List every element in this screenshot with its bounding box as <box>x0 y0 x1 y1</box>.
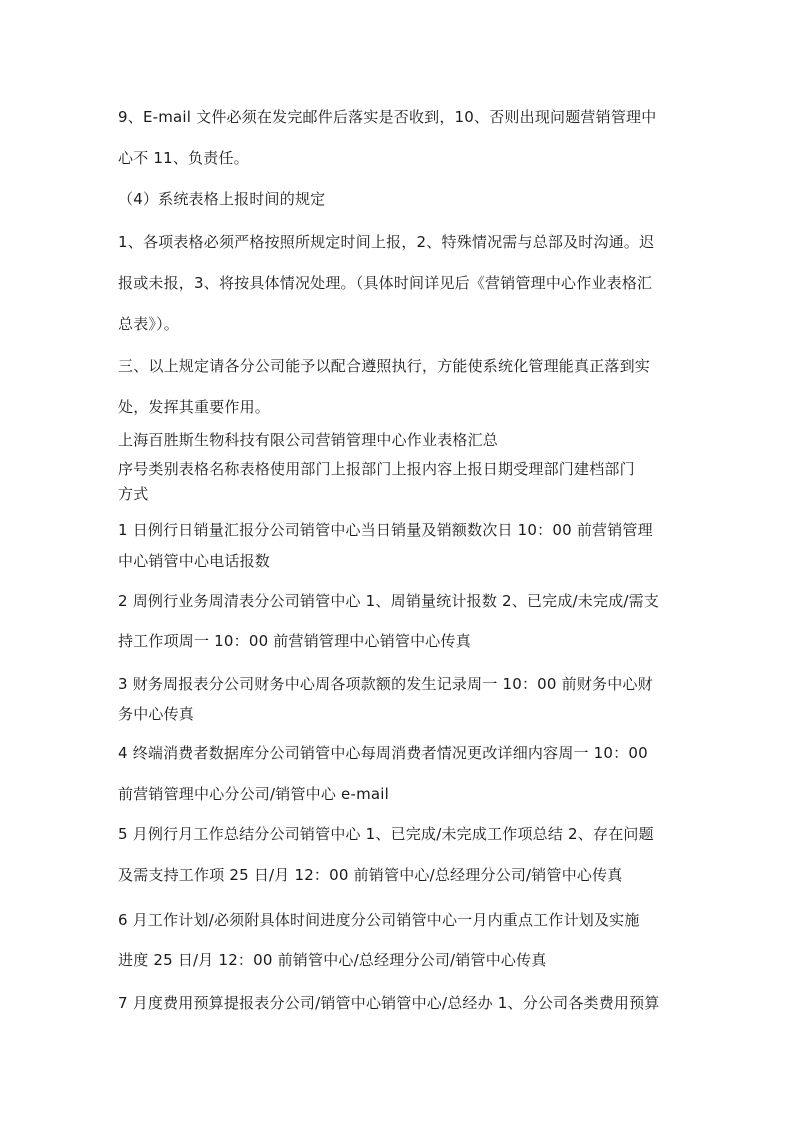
table-row: 进度 25 日/月 12：00 前销管中心/总经理分公司/销管中心传真 <box>118 951 547 969</box>
section-heading: （4）系统表格上报时间的规定 <box>118 190 326 208</box>
text-line: 报或未报，3、将按具体情况处理。（具体时间详见后《营销管理中心作业表格汇 <box>118 274 653 292</box>
table-row: 3 财务周报表分公司财务中心周各项款额的发生记录周一 10：00 前财务中心财 <box>118 675 653 693</box>
table-row: 2 周例行业务周清表分公司销管中心 1、周销量统计报数 2、已完成/未完成/需支 <box>118 592 660 610</box>
table-row: 7 月度费用预算提报表分公司/销管中心销管中心/总经办 1、分公司各类费用预算 <box>118 994 660 1012</box>
table-row: 5 月例行月工作总结分公司销管中心 1、已完成/未完成工作项总结 2、存在问题 <box>118 825 654 843</box>
table-row: 持工作项周一 10：00 前营销管理中心销管中心传真 <box>118 632 471 650</box>
text-line: 9、E-mail 文件必须在发完邮件后落实是否收到，10、否则出现问题营销管理中 <box>118 108 657 126</box>
table-title: 上海百胜斯生物科技有限公司营销管理中心作业表格汇总 <box>118 431 499 449</box>
text-line: 处，发挥其重要作用。 <box>118 398 271 416</box>
table-header: 方式 <box>118 485 149 503</box>
table-row: 6 月工作计划/必须附具体时间进度分公司销管中心一月内重点工作计划及实施 <box>118 911 640 929</box>
text-line: 三、以上规定请各分公司能予以配合遵照执行，方能使系统化管理能真正落到实 <box>118 357 651 375</box>
table-row: 4 终端消费者数据库分公司销管中心每周消费者情况更改详细内容周一 10：00 <box>118 744 648 762</box>
table-row: 中心销管中心电话报数 <box>118 552 271 570</box>
text-line: 总表》）。 <box>118 315 180 333</box>
table-row: 务中心传真 <box>118 705 195 723</box>
table-row: 及需支持工作项 25 日/月 12：00 前销管中心/总经理分公司/销管中心传真 <box>118 866 623 884</box>
table-header: 序号类别表格名称表格使用部门上报部门上报内容上报日期受理部门建档部门 <box>118 460 635 478</box>
text-line: 心不 11、负责任。 <box>118 149 249 167</box>
table-row: 1 日例行日销量汇报分公司销管中心当日销量及销额数次日 10：00 前营销管理 <box>118 521 653 539</box>
text-line: 1、各项表格必须严格按照所规定时间上报，2、特殊情况需与总部及时沟通。迟 <box>118 233 655 251</box>
table-row: 前营销管理中心分公司/销管中心 e-mail <box>118 785 390 803</box>
